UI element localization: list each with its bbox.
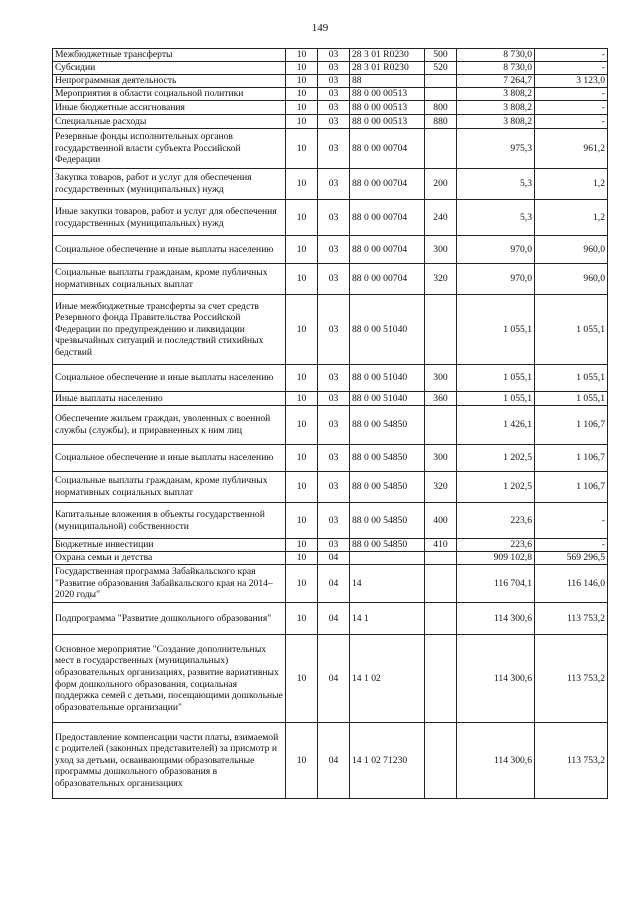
row-subsection: 03 bbox=[318, 62, 350, 75]
row-amount-1: 3 808,2 bbox=[457, 88, 535, 101]
row-subsection: 04 bbox=[318, 635, 350, 723]
row-amount-1: 8 730,0 bbox=[457, 49, 535, 62]
table-row bbox=[53, 445, 608, 472]
table-row bbox=[53, 635, 608, 723]
row-amount-2: 1 106,7 bbox=[535, 406, 608, 445]
row-subsection: 03 bbox=[318, 503, 350, 539]
table-row bbox=[53, 129, 608, 169]
row-amount-2: 113 753,2 bbox=[535, 723, 608, 799]
row-amount-2: 113 753,2 bbox=[535, 603, 608, 635]
row-amount-1: 5,3 bbox=[457, 169, 535, 200]
row-name: Межбюджетные трансферты bbox=[53, 49, 286, 62]
row-amount-2: 569 296,5 bbox=[535, 552, 608, 565]
row-section: 10 bbox=[286, 49, 318, 62]
row-target-article bbox=[350, 552, 425, 565]
row-target-article: 88 0 00 00704 bbox=[350, 264, 425, 295]
row-section: 10 bbox=[286, 503, 318, 539]
row-amount-2: 960,0 bbox=[535, 236, 608, 264]
row-amount-1: 114 300,6 bbox=[457, 635, 535, 723]
row-expense-type: 400 bbox=[425, 503, 457, 539]
row-amount-2: 961,2 bbox=[535, 129, 608, 169]
row-section: 10 bbox=[286, 169, 318, 200]
row-target-article: 88 0 00 54850 bbox=[350, 503, 425, 539]
row-name: Иные межбюджетные трансферты за счет средств Резервного фонда Правительства Российской Федерации по предупреждению и ликвидации чрезвычайных ситуаций и последствий стихийных бедствий bbox=[53, 295, 286, 365]
row-expense-type: 500 bbox=[425, 49, 457, 62]
row-section: 10 bbox=[286, 635, 318, 723]
row-subsection: 03 bbox=[318, 88, 350, 101]
row-name: Бюджетные инвестиции bbox=[53, 539, 286, 552]
row-subsection: 03 bbox=[318, 472, 350, 503]
row-amount-1: 970,0 bbox=[457, 264, 535, 295]
table-row bbox=[53, 75, 608, 88]
table-row bbox=[53, 49, 608, 62]
table-row bbox=[53, 392, 608, 406]
row-amount-1: 7 264,7 bbox=[457, 75, 535, 88]
row-subsection: 03 bbox=[318, 101, 350, 115]
row-section: 10 bbox=[286, 236, 318, 264]
table-row bbox=[53, 200, 608, 236]
row-name: Иные бюджетные ассигнования bbox=[53, 101, 286, 115]
row-amount-1: 114 300,6 bbox=[457, 603, 535, 635]
row-amount-1: 223,6 bbox=[457, 539, 535, 552]
row-name: Социальные выплаты гражданам, кроме публичных нормативных социальных выплат bbox=[53, 472, 286, 503]
row-expense-type bbox=[425, 75, 457, 88]
row-name: Предоставление компенсации части платы, взимаемой с родителей (законных представителей) за присмотр и уход за детьми, осваивающими образовательные программы дошкольного образования в образовательных организациях bbox=[53, 723, 286, 799]
row-subsection: 04 bbox=[318, 603, 350, 635]
row-expense-type: 240 bbox=[425, 200, 457, 236]
row-section: 10 bbox=[286, 75, 318, 88]
row-name: Субсидии bbox=[53, 62, 286, 75]
table-row bbox=[53, 295, 608, 365]
row-expense-type bbox=[425, 406, 457, 445]
row-subsection: 03 bbox=[318, 392, 350, 406]
row-target-article: 88 0 00 00704 bbox=[350, 169, 425, 200]
row-target-article: 88 0 00 54850 bbox=[350, 472, 425, 503]
table-row bbox=[53, 169, 608, 200]
row-subsection: 03 bbox=[318, 129, 350, 169]
row-expense-type: 880 bbox=[425, 115, 457, 129]
row-target-article: 14 1 bbox=[350, 603, 425, 635]
table-row bbox=[53, 723, 608, 799]
row-amount-2: 960,0 bbox=[535, 264, 608, 295]
row-subsection: 04 bbox=[318, 723, 350, 799]
row-expense-type bbox=[425, 552, 457, 565]
row-name: Социальные выплаты гражданам, кроме публичных нормативных социальных выплат bbox=[53, 264, 286, 295]
row-name: Социальное обеспечение и иные выплаты населению bbox=[53, 365, 286, 392]
row-expense-type bbox=[425, 129, 457, 169]
row-target-article: 88 0 00 54850 bbox=[350, 445, 425, 472]
table-row bbox=[53, 62, 608, 75]
row-name: Капитальные вложения в объекты государственной (муниципальной) собственности bbox=[53, 503, 286, 539]
row-expense-type bbox=[425, 88, 457, 101]
row-amount-1: 970,0 bbox=[457, 236, 535, 264]
row-name: Специальные расходы bbox=[53, 115, 286, 129]
row-amount-1: 1 055,1 bbox=[457, 365, 535, 392]
row-section: 10 bbox=[286, 88, 318, 101]
row-section: 10 bbox=[286, 115, 318, 129]
row-target-article: 88 0 00 00704 bbox=[350, 129, 425, 169]
row-amount-2: 1 106,7 bbox=[535, 445, 608, 472]
row-expense-type bbox=[425, 723, 457, 799]
row-amount-1: 116 704,1 bbox=[457, 565, 535, 603]
row-expense-type: 360 bbox=[425, 392, 457, 406]
row-subsection: 03 bbox=[318, 295, 350, 365]
row-amount-1: 1 426,1 bbox=[457, 406, 535, 445]
row-amount-2: - bbox=[535, 62, 608, 75]
row-expense-type: 320 bbox=[425, 264, 457, 295]
row-section: 10 bbox=[286, 723, 318, 799]
row-amount-2: 1 055,1 bbox=[535, 365, 608, 392]
row-amount-1: 909 102,8 bbox=[457, 552, 535, 565]
row-expense-type bbox=[425, 603, 457, 635]
row-target-article: 88 0 00 00704 bbox=[350, 236, 425, 264]
row-amount-1: 975,3 bbox=[457, 129, 535, 169]
row-amount-2: 113 753,2 bbox=[535, 635, 608, 723]
row-section: 10 bbox=[286, 552, 318, 565]
row-subsection: 03 bbox=[318, 264, 350, 295]
row-name: Социальное обеспечение и иные выплаты населению bbox=[53, 445, 286, 472]
row-amount-1: 8 730,0 bbox=[457, 62, 535, 75]
row-name: Основное мероприятие "Создание дополнительных мест в государственных (муниципальных) образовательных организациях, развитие вариативных форм дошкольного образования, социальная поддержка семей с детьми, посещающими дошкольные образовательные организации" bbox=[53, 635, 286, 723]
row-target-article: 88 0 00 51040 bbox=[350, 365, 425, 392]
row-subsection: 04 bbox=[318, 565, 350, 603]
row-section: 10 bbox=[286, 472, 318, 503]
row-name: Подпрограмма "Развитие дошкольного образования" bbox=[53, 603, 286, 635]
row-amount-1: 1 055,1 bbox=[457, 295, 535, 365]
table-row bbox=[53, 472, 608, 503]
row-target-article: 28 3 01 R0230 bbox=[350, 49, 425, 62]
table-row bbox=[53, 552, 608, 565]
row-subsection: 03 bbox=[318, 169, 350, 200]
row-target-article: 14 1 02 71230 bbox=[350, 723, 425, 799]
row-expense-type bbox=[425, 635, 457, 723]
table-row bbox=[53, 406, 608, 445]
row-section: 10 bbox=[286, 392, 318, 406]
row-subsection: 03 bbox=[318, 115, 350, 129]
row-subsection: 03 bbox=[318, 365, 350, 392]
row-target-article: 14 1 02 bbox=[350, 635, 425, 723]
row-subsection: 03 bbox=[318, 75, 350, 88]
row-target-article: 88 bbox=[350, 75, 425, 88]
row-target-article: 88 0 00 00513 bbox=[350, 115, 425, 129]
row-subsection: 04 bbox=[318, 552, 350, 565]
row-name: Социальное обеспечение и иные выплаты населению bbox=[53, 236, 286, 264]
row-section: 10 bbox=[286, 295, 318, 365]
row-target-article: 28 3 01 R0230 bbox=[350, 62, 425, 75]
row-name: Мероприятия в области социальной политики bbox=[53, 88, 286, 101]
row-amount-1: 3 808,2 bbox=[457, 101, 535, 115]
table-row bbox=[53, 115, 608, 129]
row-expense-type: 320 bbox=[425, 472, 457, 503]
row-subsection: 03 bbox=[318, 49, 350, 62]
table-row bbox=[53, 603, 608, 635]
row-target-article: 88 0 00 00704 bbox=[350, 200, 425, 236]
row-amount-2: 3 123,0 bbox=[535, 75, 608, 88]
row-target-article: 88 0 00 00513 bbox=[350, 101, 425, 115]
row-name: Закупка товаров, работ и услуг для обеспечения государственных (муниципальных) нужд bbox=[53, 169, 286, 200]
row-amount-2: - bbox=[535, 49, 608, 62]
table-row bbox=[53, 539, 608, 552]
row-amount-2: - bbox=[535, 503, 608, 539]
row-amount-2: 1 055,1 bbox=[535, 392, 608, 406]
table-row bbox=[53, 264, 608, 295]
row-amount-1: 5,3 bbox=[457, 200, 535, 236]
row-name: Иные закупки товаров, работ и услуг для обеспечения государственных (муниципальных) нужд bbox=[53, 200, 286, 236]
row-expense-type: 300 bbox=[425, 365, 457, 392]
row-expense-type: 200 bbox=[425, 169, 457, 200]
row-expense-type: 800 bbox=[425, 101, 457, 115]
row-section: 10 bbox=[286, 565, 318, 603]
row-amount-2: - bbox=[535, 88, 608, 101]
row-target-article: 88 0 00 51040 bbox=[350, 295, 425, 365]
row-section: 10 bbox=[286, 539, 318, 552]
row-section: 10 bbox=[286, 406, 318, 445]
row-amount-1: 114 300,6 bbox=[457, 723, 535, 799]
row-name: Обеспечение жильем граждан, уволенных с военной службы (службы), и приравненных к ним лиц bbox=[53, 406, 286, 445]
row-amount-1: 1 055,1 bbox=[457, 392, 535, 406]
row-amount-2: - bbox=[535, 539, 608, 552]
row-expense-type: 410 bbox=[425, 539, 457, 552]
row-target-article: 88 0 00 54850 bbox=[350, 406, 425, 445]
row-section: 10 bbox=[286, 62, 318, 75]
row-subsection: 03 bbox=[318, 445, 350, 472]
row-target-article: 88 0 00 54850 bbox=[350, 539, 425, 552]
row-expense-type bbox=[425, 295, 457, 365]
row-amount-2: - bbox=[535, 101, 608, 115]
row-name: Непрограммная деятельность bbox=[53, 75, 286, 88]
row-amount-2: - bbox=[535, 115, 608, 129]
row-section: 10 bbox=[286, 101, 318, 115]
row-expense-type: 300 bbox=[425, 236, 457, 264]
row-name: Резервные фонды исполнительных органов государственной власти субъекта Российской Федерации bbox=[53, 129, 286, 169]
table-row bbox=[53, 365, 608, 392]
row-expense-type: 300 bbox=[425, 445, 457, 472]
table-row bbox=[53, 503, 608, 539]
row-subsection: 03 bbox=[318, 406, 350, 445]
row-amount-1: 1 202,5 bbox=[457, 472, 535, 503]
row-section: 10 bbox=[286, 603, 318, 635]
row-amount-2: 1,2 bbox=[535, 200, 608, 236]
row-amount-2: 1 106,7 bbox=[535, 472, 608, 503]
row-amount-1: 223,6 bbox=[457, 503, 535, 539]
budget-table bbox=[52, 48, 608, 799]
row-expense-type: 520 bbox=[425, 62, 457, 75]
row-expense-type bbox=[425, 565, 457, 603]
row-target-article: 14 bbox=[350, 565, 425, 603]
row-subsection: 03 bbox=[318, 236, 350, 264]
table-row bbox=[53, 565, 608, 603]
page-number: 149 bbox=[311, 22, 329, 34]
table-row bbox=[53, 236, 608, 264]
table-row bbox=[53, 101, 608, 115]
row-target-article: 88 0 00 00513 bbox=[350, 88, 425, 101]
row-section: 10 bbox=[286, 365, 318, 392]
row-amount-2: 116 146,0 bbox=[535, 565, 608, 603]
row-section: 10 bbox=[286, 445, 318, 472]
row-section: 10 bbox=[286, 129, 318, 169]
row-name: Государственная программа Забайкальского края "Развитие образования Забайкальского края на 2014–2020 годы" bbox=[53, 565, 286, 603]
row-section: 10 bbox=[286, 200, 318, 236]
table-row bbox=[53, 88, 608, 101]
row-amount-2: 1,2 bbox=[535, 169, 608, 200]
row-name: Иные выплаты населению bbox=[53, 392, 286, 406]
row-name: Охрана семьи и детства bbox=[53, 552, 286, 565]
row-subsection: 03 bbox=[318, 200, 350, 236]
row-target-article: 88 0 00 51040 bbox=[350, 392, 425, 406]
row-subsection: 03 bbox=[318, 539, 350, 552]
row-amount-1: 3 808,2 bbox=[457, 115, 535, 129]
row-amount-1: 1 202,5 bbox=[457, 445, 535, 472]
row-amount-2: 1 055,1 bbox=[535, 295, 608, 365]
row-section: 10 bbox=[286, 264, 318, 295]
